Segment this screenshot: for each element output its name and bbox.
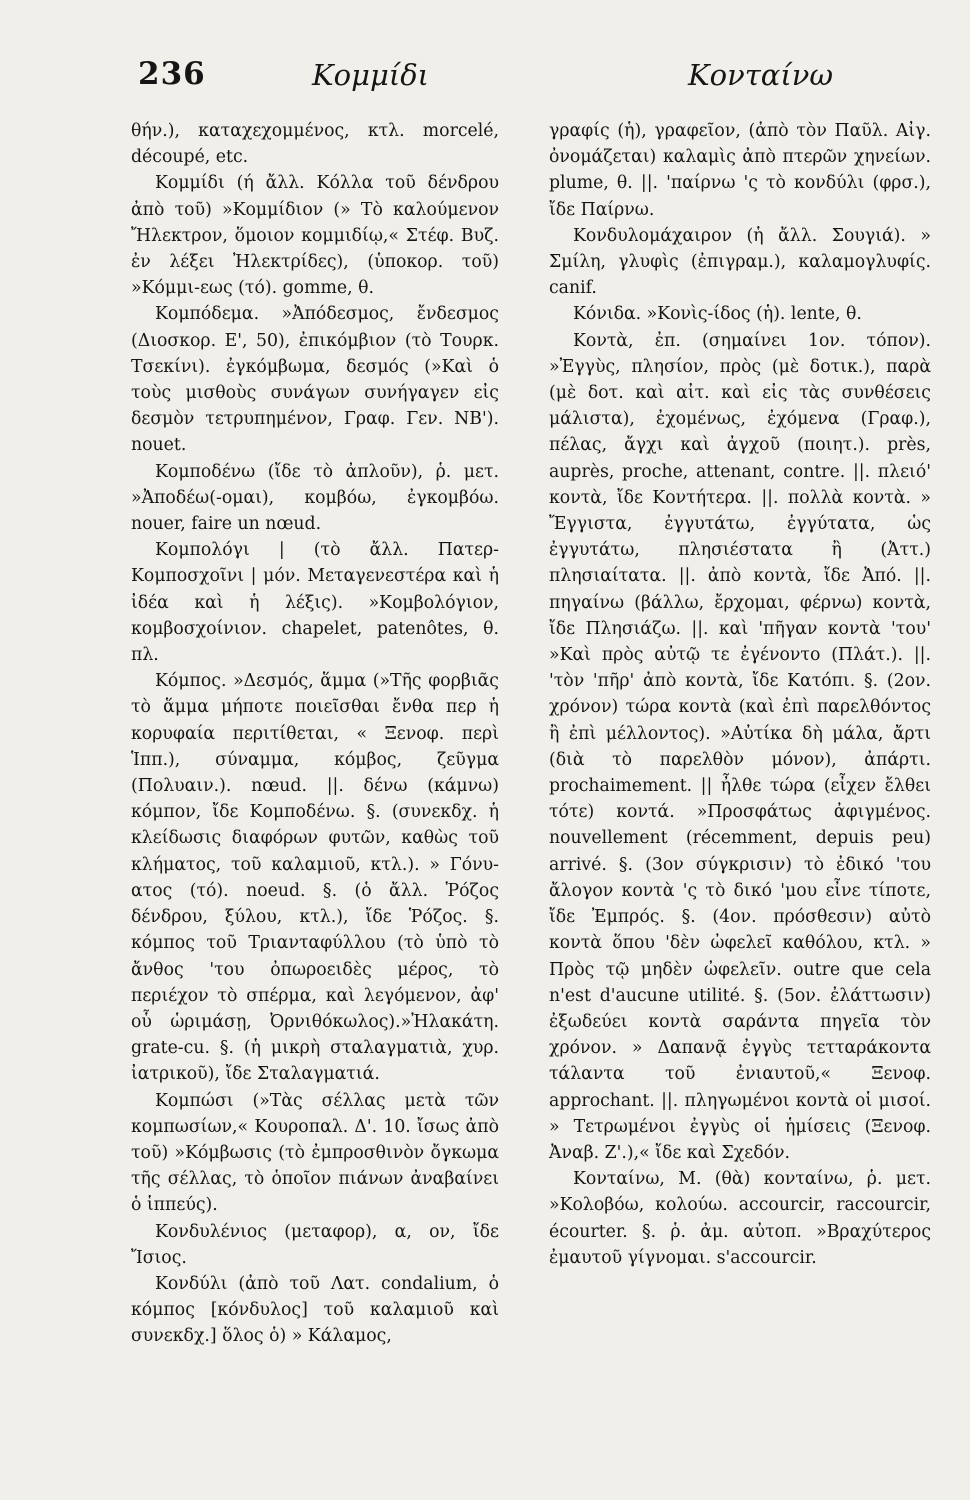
dictionary-entry: Κομποδένω (ἴδε τὸ ἀπλοῦν), ῥ. μετ. »Ἀποδέω(-ομαι), κομβόω, ἐγκομβόω. nouer, faire un nœud. — [131, 461, 499, 535]
page-number: 236 — [138, 56, 206, 92]
dictionary-entry: θήν.), καταχεχομμένος, κτλ. morcelé, découpé, etc. — [131, 121, 499, 168]
dictionary-entry: γραφίς (ἡ), γραφεῖον, (ἀπὸ τὸν Παῦλ. Αἰγ. ὀνομάζεται) καλαμὶς ἀπὸ πτερῶν χηνείων. plume, θ. ||. 'παίρνω 'ς τὸ κονδύλι (φρσ.), ἴδε Παίρνω. — [549, 121, 931, 220]
left-column — [131, 118, 499, 1350]
dictionary-entry: Κονταίνω, Μ. (θὰ) κονταίνω, ῥ. μετ. »Κολοβόω, κολούω. accourcir, raccourcir, écourter. §. ῥ. ἀμ. αὐτοπ. »Βραχύτερος ἐμαυτοῦ γίγνομαι. s'accourcir. — [549, 1169, 931, 1268]
dictionary-entry: Κομπόδεμα. »Ἀπόδεσμος, ἔνδεσμος (Διοσκορ. Ε', 50), ἐπικόμβιον (τὸ Τουρκ. Τσεκίνι). ἐγκόμβωμα, δεσμός (»Καὶ ὁ τοὺς μισθοὺς συνάγων συνήγαγεν εἰς δεσμὸν τετρυπημένον, Γραφ. Γεν. ΝΒ'). nouet. — [131, 304, 499, 456]
right-running-head: Κονταίνω — [688, 58, 834, 92]
dictionary-entry: Κομπολόγι | (τὸ ἄλλ. Πατερ-Κομποσχοῖνι | μόν. Μεταγενεστέρα καὶ ἡ ἰδέα καὶ ἡ λέξις). »Κομβολόγιον, κομβοσχοίνιον. chapelet, patenôtes, θ. πλ. — [131, 540, 499, 666]
dictionary-entry: Κομπώσι (»Τὰς σέλλας μετὰ τῶν κομπωσίων,« Κουροπαλ. Δ'. 10. ἴσως ἀπὸ τοῦ) »Κόμβωσις (τὸ ἐμπροσθινὸν ὄγκωμα τῆς σέλλας, τὸ ὁποῖον πιάνων ἀναβαίνει ὁ ἱππεύς). — [131, 1090, 499, 1216]
dictionary-entry: Κονδυλομάχαιρον (ἡ ἄλλ. Σουγιά). » Σμίλη, γλυφὶς (ἐπιγραμ.), καλαμογλυφίς. canif. — [549, 225, 931, 299]
dictionary-entry: Κόνιδα. »Κονὶς-ίδος (ἡ). lente, θ. — [573, 304, 862, 325]
dictionary-entry: Κομμίδι (ή ἄλλ. Κόλλα τοῦ δένδρου ἀπὸ τοῦ) »Κομμίδιον (» Τὸ καλούμενον Ἤλεκτρον, ὅμοιον κομμιδίῳ,« Στέφ. Βυζ. ἐν λέξει Ἠλεκτρίδες), (ὑποκορ. τοῦ) »Κόμμι-εως (τό). gomme, θ. — [131, 173, 499, 299]
right-column — [549, 118, 931, 1271]
dictionary-entry: Κοντὰ, ἐπ. (σημαίνει 1ον. τόπον). »Ἐγγὺς, πλησίον, πρὸς (μὲ δοτικ.), παρὰ (μὲ δοτ. καὶ αἰτ. καὶ εἰς τὰς συνθέσεις μάλιστα), ἐχομένως, ἐχόμενα (Γραφ.), πέλας, ἄγχι καὶ ἀγχοῦ (ποιητ.). près, auprès, proche, attenant, contre. ||. πλειό' κοντὰ, ἴδε Κοντήτερα. ||. πολλὰ κοντὰ. » Ἔγγιστα, ἐγγυτάτω, ἐγγύτατα, ὡς ἐγγυτάτω, πλησιέστατα ἢ (Ἀττ.) πλησιαίτατα. ||. ἀπὸ κοντὰ, ἴδε Ἀπό. ||. πηγαίνω (βάλλω, ἔρχομαι, φέρνω) κοντὰ, ἴδε Πλησιάζω. ||. καὶ 'πῆγαν κοντὰ 'του' »Καὶ πρὸς αὐτῷ τε ἐγένοντο (Πλάτ.). ||. 'τὸν 'πῆρ' ἀπὸ κοντὰ, ἴδε Κατόπι. §. (2ον. χρόνον) τώρα κοντὰ (καὶ ἐπὶ παρελθόντος ἢ ἐπὶ μέλλοντος). »Αὐτίκα δὴ μάλα, ἄρτι (διὰ τὸ παρελθὸν μόνον), ἀπάρτι. prochaimement. || ἦλθε τώρα (εἶχεν ἔλθει τότε) κοντά. »Προσφάτως ἀφιγμένος. nouvellement (récemment, depuis peu) arrivé. §. (3ον σύγκρισιν) τὸ ἐδικό 'του ἄλογον κοντὰ 'ς τὸ δικό 'μου εἶνε τίποτε, ἴδε Ἐμπρός. §. (4ον. πρόσθεσιν) αὐτὸ κοντὰ ὅπου 'δὲν ὠφελεῖ καθόλου, κτλ. » Πρὸς τῷ μηδὲν ὠφελεῖν. outre que cela n'est d'aucune utilité. §. (5ον. ἐλάττωσιν) ἐξωδεύει κοντὰ σαράντα πηγεῖα τὸν χρόνον. » Δαπανᾷ ἐγγὺς τετταράκοντα τάλαντα τοῦ ἐνιαυτοῦ,« Ξενοφ. approchant. ||. πληγωμένοι κοντὰ οἱ μισοί. » Τετρωμένοι ἐγγὺς οἱ ἡμίσεις (Ξενοφ. Ἀναβ. Ζ'.),« ἴδε καὶ Σχεδόν. — [549, 330, 931, 1163]
dictionary-entry: Κονδύλι (ἀπὸ τοῦ Λατ. condalium, ὁ κόμπος [κόνδυλος] τοῦ καλαμιοῦ καὶ συνεκδχ.] ὅλος ὁ) » Κάλαμος, — [131, 1273, 499, 1347]
dictionary-entry: Κόμπος. »Δεσμός, ἅμμα (»Τῆς φορβιᾶς τὸ ἅμμα μήποτε ποιεῖσθαι ἔνθα περ ἡ κορυφαία περιτίθεται, « Ξενοφ. περὶ Ἱππ.), σύναμμα, κόμβος, ζεῦγμα (Πολυαιν.). nœud. ||. δένω (κάμνω) κόμπον, ἴδε Κομποδένω. §. (συνεκδχ. ἡ κλείδωσις διαφόρων φυτῶν, καθὼς τοῦ κλήματος, τοῦ καλαμιοῦ, κτλ.). » Γόνυ-ατος (τό). noeud. §. (ὁ ἄλλ. Ῥόζος δένδρου, ξύλου, κτλ.), ἴδε Ῥόζος. §. κόμπος τοῦ Τριανταφύλλου (τὸ ὑπὸ τὸ ἄνθος 'του ὀπωροειδὲς μέρος, τὸ περιέχον τὸ σπέρμα, καὶ λεγόμενον, ἀφ' οὗ ὡριμάσῃ, Ὀρνιθόκωλος).»Ἠλακάτη. grate-cu. §. (ἡ μικρὴ σταλαγματιὰ, χυρ. ἰατρικοῦ), ἴδε Σταλαγματιά. — [131, 671, 499, 1085]
dictionary-entry: Κονδυλένιος (μεταφορ), α, ον, ἴδε Ἴσιος. — [131, 1221, 499, 1268]
left-running-head: Κομμίδι — [312, 58, 430, 92]
